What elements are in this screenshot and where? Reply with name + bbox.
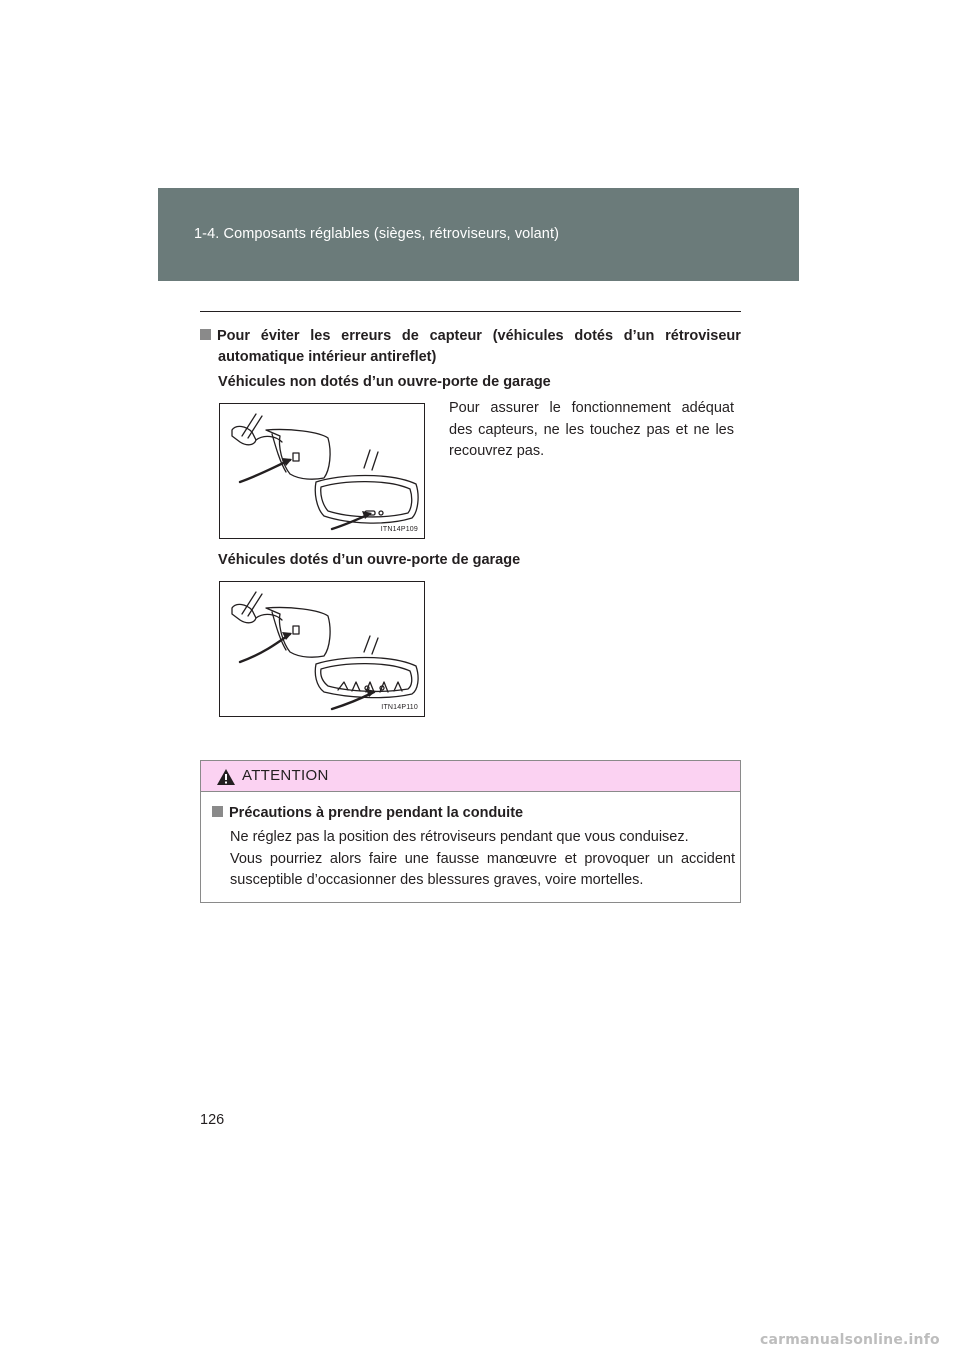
warning-header (201, 761, 740, 792)
subhead-with-garage-opener: Véhicules dotés d’un ouvre-porte de garage (218, 552, 521, 568)
title-word: erreurs (341, 328, 392, 344)
warning-label: ATTENTION (242, 767, 329, 784)
section-title (200, 326, 741, 368)
figure-mirror-with-opener (219, 581, 425, 717)
square-bullet-icon (212, 806, 223, 817)
title-word: (véhicules (492, 328, 564, 344)
subhead-no-garage-opener: Véhicules non dotés d’un ouvre-porte de garage (218, 374, 551, 390)
page-number: 126 (200, 1112, 225, 1128)
square-bullet-icon (200, 329, 211, 340)
warning-line: susceptible d’occasionner des blessures graves, voire mortelles. (230, 872, 644, 888)
title-word: Pour (200, 326, 250, 347)
warning-line: Ne réglez pas la position des rétroviseurs pendant que vous conduisez. (230, 829, 689, 845)
warning-title: Précautions à prendre pendant la conduite (212, 805, 523, 821)
figure-code: ITN14P109 (380, 526, 418, 533)
mirror-illustration-icon (220, 404, 426, 540)
warning-body (230, 827, 735, 892)
section-title-line2: automatique intérieur antireflet) (218, 349, 437, 365)
warning-line: Vous pourriez alors faire une fausse manœuvre et provoquer un accident (230, 850, 735, 867)
figure-mirror-no-opener (219, 403, 425, 539)
section-rule (200, 311, 741, 312)
title-word: d’un (623, 328, 655, 344)
section-title-line1 (200, 326, 741, 347)
figure-code: ITN14P110 (381, 704, 418, 711)
mirror-illustration-icon (220, 582, 426, 718)
chapter-title: 1-4. Composants réglables (sièges, rétroviseurs, volant) (194, 226, 560, 242)
sensor-note: Pour assurer le fonctionnement adéquat des capteurs, ne les touchez pas et ne les recouvrez pas. (449, 400, 734, 459)
warning-box (200, 760, 741, 903)
title-word: de (401, 328, 419, 344)
chapter-header (158, 188, 799, 281)
title-word: éviter (260, 328, 300, 344)
title-word: les (310, 328, 331, 344)
title-word: capteur (429, 328, 482, 344)
watermark: carmanualsonline.info (760, 1332, 940, 1348)
title-word: dotés (574, 328, 614, 344)
title-word: rétroviseur (665, 328, 741, 344)
warning-triangle-icon (216, 768, 236, 786)
